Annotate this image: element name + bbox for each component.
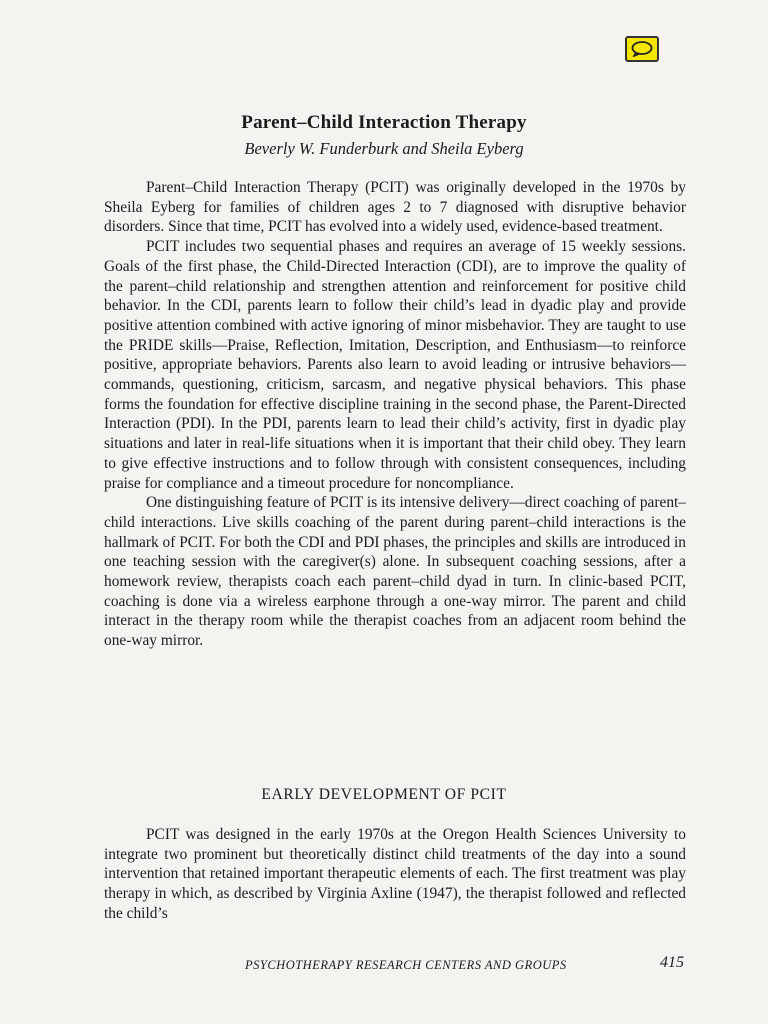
page-number: 415 bbox=[660, 954, 684, 971]
article-title: Parent–Child Interaction Therapy bbox=[241, 112, 527, 133]
paragraph: PCIT was designed in the early 1970s at the Oregon Health Sciences University to integrate two prominent but theoretically distinct child treatments of the day into a sound intervention that retained important therapeutic elements of each. The first treatment was play therapy in which, as described by Virginia Axline (1947), the therapist followed and reflected the child’s bbox=[104, 826, 686, 922]
section-heading: EARLY DEVELOPMENT OF PCIT bbox=[261, 786, 507, 803]
speech-bubble-icon bbox=[631, 41, 653, 57]
paragraph: One distinguishing feature of PCIT is its intensive delivery—direct coaching of parent–child interactions. Live skills coaching of the parent during parent–child interactions is the hallmark of PCIT. For both the CDI and PDI phases, the principles and skills are introduced in one teaching session with the caregiver(s) alone. In subsequent coaching sessions, after a homework review, therapists coach each parent–child dyad in turn. In clinic-based PCIT, coaching is done via a wireless earphone through a one-way mirror. The parent and child interact in the therapy room while the therapist coaches from an adjacent room behind the one-way mirror. bbox=[104, 494, 686, 650]
paragraph: PCIT includes two sequential phases and requires an average of 15 weekly sessions. Goals of the first phase, the Child-Directed Interaction (CDI), are to improve the quality of the parent–child relationship and strengthen attention and reinforcement for positive child behavior. In the CDI, parents learn to follow their child’s lead in dyadic play and provide positive attention combined with active ignoring of minor misbehavior. They are taught to use the PRIDE skills—Praise, Reflection, Imitation, Description, and Enthusiasm—to reinforce positive, appropriate behaviors. Parents also learn to avoid leading or intrusive behaviors—commands, questioning, criticism, sarcasm, and negative physical behaviors. This phase forms the foundation for effective discipline training in the second phase, the Parent-Directed Interaction (PDI). In the PDI, parents learn to lead their child’s activity, first in dyadic play situations and later in real-life situations when it is important that their child obey. They learn to give effective instructions and to follow through with consistent consequences, including praise for compliance and a timeout procedure for noncompliance. bbox=[104, 238, 686, 492]
paragraph: Parent–Child Interaction Therapy (PCIT) was originally developed in the 1970s by Sheila Eyberg for families of children ages 2 to 7 diagnosed with disruptive behavior disorders. Since that time, PCIT has evolved into a widely used, evidence-based treatment. bbox=[104, 179, 686, 236]
article-authors: Beverly W. Funderburk and Sheila Eyberg bbox=[244, 139, 524, 158]
comment-icon[interactable] bbox=[625, 36, 659, 62]
article-body bbox=[104, 178, 686, 651]
running-footer: PSYCHOTHERAPY RESEARCH CENTERS AND GROUPS bbox=[245, 958, 567, 972]
section-body bbox=[104, 825, 686, 924]
